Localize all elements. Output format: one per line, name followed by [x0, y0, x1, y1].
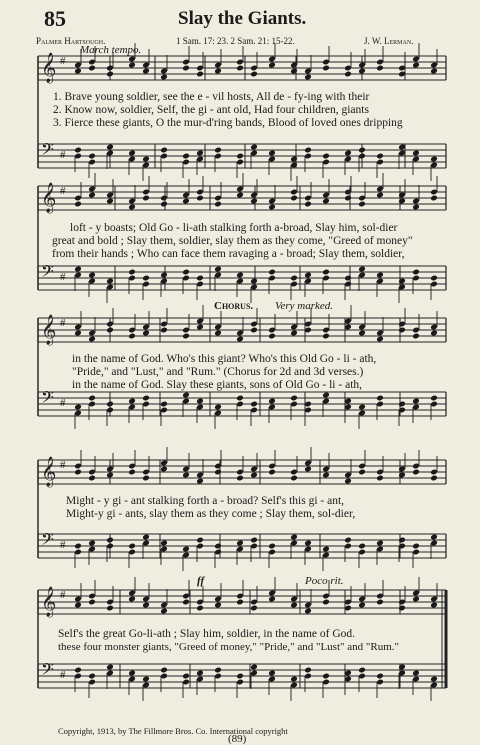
- note-head: [290, 602, 298, 609]
- note-head: [214, 667, 222, 674]
- note-head: [304, 667, 312, 674]
- note-head: [322, 333, 330, 340]
- note-head: [128, 204, 136, 211]
- bass-clef-icon: 𝄢: [41, 529, 54, 553]
- note-head: [290, 475, 298, 482]
- copyright-notice: Copyright, 1913, by The Fillmore Bros. Co. International copyright: [58, 726, 288, 736]
- note-head: [304, 147, 312, 154]
- note-head: [344, 537, 352, 544]
- note-head: [128, 398, 136, 405]
- lyric-line: 3. Fierce these giants, O the mur-d'ring bands, Blood of loved ones dripping: [53, 117, 403, 129]
- note-head: [430, 602, 438, 609]
- note-head: [344, 71, 352, 78]
- lyric-line: "Pride," and "Lust," and "Rum." (Chorus for 2d and 3d verses.): [72, 366, 364, 378]
- sharp-icon: #: [60, 397, 66, 409]
- note-head: [128, 670, 136, 677]
- note-head: [182, 546, 190, 553]
- note-head: [88, 153, 96, 160]
- note-head: [250, 537, 258, 544]
- lyric-line: loft - y boasts; Old Go - li-ath stalking forth a-broad, Slay him, sol-dier: [70, 222, 398, 234]
- note-head: [398, 664, 406, 671]
- note-head: [182, 472, 190, 479]
- note-head: [430, 330, 438, 337]
- note-head: [398, 605, 406, 612]
- note-head: [196, 195, 204, 202]
- note-head: [304, 608, 312, 615]
- note-head: [430, 195, 438, 202]
- note-head: [304, 74, 312, 81]
- lyric-line: great and bold ; Slay them, soldier, slay them as they come, "Greed of money": [52, 235, 413, 247]
- treble-clef-icon: 𝄞: [41, 183, 57, 213]
- note-head: [236, 540, 244, 547]
- note-head: [430, 534, 438, 541]
- bass-clef-icon: 𝄢: [41, 261, 54, 285]
- note-head: [250, 664, 258, 671]
- note-head: [398, 278, 406, 285]
- note-head: [358, 68, 366, 75]
- sharp-icon: #: [60, 149, 66, 161]
- note-head: [398, 327, 406, 334]
- note-head: [398, 401, 406, 408]
- note-head: [376, 192, 384, 199]
- note-head: [430, 676, 438, 683]
- note-head: [376, 395, 384, 402]
- hymn-title: Slay the Giants.: [178, 8, 307, 29]
- note-head: [358, 330, 366, 337]
- lyric-line: Self's the great Go-li-ath ; Slay him, soldier, in the name of God.: [58, 628, 356, 640]
- sharp-icon: #: [60, 271, 66, 283]
- note-head: [304, 540, 312, 547]
- lyric-line: Might - y gi - ant stalking forth a - broad? Self's this gi - ant,: [66, 495, 345, 507]
- note-head: [236, 599, 244, 606]
- note-head: [290, 195, 298, 202]
- sharp-icon: #: [60, 589, 66, 601]
- note-head: [268, 150, 276, 157]
- note-head: [142, 275, 150, 282]
- dynamic-marking: ff: [197, 575, 205, 587]
- note-head: [74, 543, 82, 550]
- note-head: [214, 543, 222, 550]
- note-head: [196, 605, 204, 612]
- note-head: [88, 395, 96, 402]
- note-head: [322, 153, 330, 160]
- note-head: [290, 275, 298, 282]
- note-head: [250, 472, 258, 479]
- note-head: [214, 404, 222, 411]
- sharp-icon: #: [60, 185, 66, 197]
- note-head: [128, 150, 136, 157]
- note-head: [268, 543, 276, 550]
- note-head: [412, 596, 420, 603]
- note-head: [412, 469, 420, 476]
- note-head: [250, 401, 258, 408]
- note-head: [358, 602, 366, 609]
- note-head: [214, 469, 222, 476]
- note-head: [106, 537, 114, 544]
- note-head: [106, 198, 114, 205]
- note-head: [322, 472, 330, 479]
- note-head: [236, 336, 244, 343]
- note-head: [214, 68, 222, 75]
- note-head: [250, 71, 258, 78]
- note-head: [74, 147, 82, 154]
- note-head: [290, 395, 298, 402]
- note-head: [142, 330, 150, 337]
- note-head: [304, 466, 312, 473]
- sharp-icon: #: [60, 539, 66, 551]
- composer-credit: J. W. Lerman.: [364, 36, 414, 46]
- note-head: [358, 469, 366, 476]
- note-head: [250, 198, 258, 205]
- note-head: [196, 670, 204, 677]
- note-head: [160, 540, 168, 547]
- note-head: [88, 336, 96, 343]
- note-head: [142, 475, 150, 482]
- note-head: [236, 65, 244, 72]
- note-head: [88, 272, 96, 279]
- note-head: [290, 676, 298, 683]
- note-head: [74, 667, 82, 674]
- lyricist-credit: Palmer Hartsough.: [36, 36, 106, 46]
- note-head: [214, 147, 222, 154]
- note-head: [160, 272, 168, 279]
- note-head: [160, 466, 168, 473]
- note-head: [106, 71, 114, 78]
- note-head: [268, 670, 276, 677]
- note-head: [268, 269, 276, 276]
- note-head: [412, 398, 420, 405]
- dynamic-marking: Poco rit.: [305, 575, 344, 587]
- note-head: [160, 667, 168, 674]
- sharp-icon: #: [60, 669, 66, 681]
- note-head: [250, 327, 258, 334]
- note-head: [430, 395, 438, 402]
- note-head: [214, 330, 222, 337]
- note-head: [74, 68, 82, 75]
- note-head: [398, 537, 406, 544]
- note-head: [236, 395, 244, 402]
- note-head: [358, 404, 366, 411]
- bass-clef-icon: 𝄢: [41, 387, 54, 411]
- lyric-line: these four monster giants, "Greed of money," "Pride," and "Lust" and "Rum.": [58, 641, 400, 653]
- note-head: [250, 278, 258, 285]
- lyric-line: 2. Know now, soldier, Self, the gi - ant old, Had four children, giants: [53, 104, 369, 116]
- note-head: [214, 602, 222, 609]
- lyric-line: from their hands ; Who can face them ravaging a - broad; Slay them, soldier,: [52, 248, 405, 260]
- note-head: [376, 475, 384, 482]
- note-head: [74, 602, 82, 609]
- note-head: [290, 534, 298, 541]
- note-head: [398, 198, 406, 205]
- note-head: [160, 401, 168, 408]
- note-head: [304, 201, 312, 208]
- note-head: [376, 336, 384, 343]
- note-head: [182, 392, 190, 399]
- note-head: [304, 272, 312, 279]
- treble-clef-icon: 𝄞: [41, 457, 57, 487]
- note-head: [412, 204, 420, 211]
- note-head: [160, 74, 168, 81]
- note-head: [88, 65, 96, 72]
- note-head: [196, 71, 204, 78]
- chorus-label: Chorus.: [214, 300, 254, 312]
- note-head: [160, 201, 168, 208]
- note-head: [430, 275, 438, 282]
- note-head: [106, 401, 114, 408]
- sharp-icon: #: [60, 55, 66, 67]
- note-head: [398, 472, 406, 479]
- note-head: [142, 534, 150, 541]
- note-head: [290, 68, 298, 75]
- note-head: [250, 144, 258, 151]
- note-head: [182, 333, 190, 340]
- note-head: [358, 543, 366, 550]
- treble-clef-icon: 𝄞: [41, 315, 57, 345]
- note-head: [128, 469, 136, 476]
- note-head: [412, 269, 420, 276]
- note-head: [106, 327, 114, 334]
- note-head: [376, 599, 384, 606]
- note-head: [128, 62, 136, 69]
- note-head: [268, 596, 276, 603]
- note-head: [196, 324, 204, 331]
- note-head: [106, 278, 114, 285]
- note-head: [74, 469, 82, 476]
- note-head: [128, 269, 136, 276]
- chorus-direction: Very marked.: [275, 300, 334, 312]
- lyric-line: Might-y gi - ants, slay them as they come ; Slay them, sol-dier,: [66, 508, 356, 520]
- treble-clef-icon: 𝄞: [41, 587, 57, 617]
- note-head: [322, 392, 330, 399]
- note-head: [128, 596, 136, 603]
- note-head: [196, 275, 204, 282]
- note-head: [106, 664, 114, 671]
- note-head: [430, 156, 438, 163]
- note-head: [160, 147, 168, 154]
- note-head: [196, 478, 204, 485]
- note-head: [236, 673, 244, 680]
- note-head: [344, 478, 352, 485]
- note-head: [88, 673, 96, 680]
- note-head: [358, 201, 366, 208]
- note-head: [268, 333, 276, 340]
- note-head: [106, 144, 114, 151]
- note-head: [182, 673, 190, 680]
- note-head: [128, 333, 136, 340]
- note-head: [358, 667, 366, 674]
- note-head: [88, 599, 96, 606]
- note-head: [376, 272, 384, 279]
- note-head: [412, 333, 420, 340]
- note-head: [196, 537, 204, 544]
- note-head: [412, 543, 420, 550]
- note-head: [88, 192, 96, 199]
- note-head: [376, 153, 384, 160]
- note-head: [88, 540, 96, 547]
- note-head: [74, 201, 82, 208]
- note-head: [142, 156, 150, 163]
- sharp-icon: #: [60, 459, 66, 471]
- note-head: [128, 543, 136, 550]
- note-head: [268, 398, 276, 405]
- note-head: [322, 546, 330, 553]
- note-head: [268, 469, 276, 476]
- note-head: [182, 599, 190, 606]
- note-head: [88, 475, 96, 482]
- lyric-line: in the name of God. Slay these giants, sons of Old Go - li - ath,: [72, 379, 363, 391]
- note-head: [290, 330, 298, 337]
- note-head: [142, 395, 150, 402]
- note-head: [182, 65, 190, 72]
- bass-clef-icon: 𝄢: [41, 659, 54, 683]
- note-head: [376, 65, 384, 72]
- note-head: [214, 201, 222, 208]
- note-head: [142, 676, 150, 683]
- note-head: [430, 475, 438, 482]
- note-head: [322, 673, 330, 680]
- note-head: [322, 65, 330, 72]
- note-head: [376, 540, 384, 547]
- tempo-marking: March tempo.: [80, 44, 142, 56]
- note-head: [142, 195, 150, 202]
- note-head: [236, 153, 244, 160]
- note-head: [182, 198, 190, 205]
- note-head: [142, 602, 150, 609]
- lyric-line: in the name of God. Who's this giant? Who's this Old Go - li - ath,: [72, 353, 377, 365]
- note-head: [142, 68, 150, 75]
- note-head: [106, 472, 114, 479]
- note-head: [196, 150, 204, 157]
- note-head: [344, 150, 352, 157]
- note-head: [236, 192, 244, 199]
- note-head: [160, 327, 168, 334]
- note-head: [250, 605, 258, 612]
- scripture-reference: 1 Sam. 17: 23. 2 Sam. 21: 15-22.: [176, 36, 295, 46]
- note-head: [344, 195, 352, 202]
- note-head: [182, 269, 190, 276]
- note-head: [74, 330, 82, 337]
- note-head: [268, 62, 276, 69]
- note-head: [322, 599, 330, 606]
- page-number: (89): [228, 733, 247, 745]
- note-head: [430, 68, 438, 75]
- note-head: [412, 670, 420, 677]
- note-head: [322, 198, 330, 205]
- note-head: [236, 272, 244, 279]
- note-head: [214, 266, 222, 273]
- note-head: [106, 605, 114, 612]
- bass-clef-icon: 𝄢: [41, 139, 54, 163]
- lyric-line: 1. Brave young soldier, see the e - vil hosts, All de - fy-ing with their: [53, 91, 370, 103]
- note-head: [74, 266, 82, 273]
- treble-clef-icon: 𝄞: [41, 53, 57, 83]
- note-head: [74, 404, 82, 411]
- sharp-icon: #: [60, 317, 66, 329]
- note-head: [376, 673, 384, 680]
- hymn-number: 85: [44, 6, 66, 31]
- note-head: [268, 204, 276, 211]
- note-head: [412, 62, 420, 69]
- note-head: [160, 608, 168, 615]
- note-head: [412, 150, 420, 157]
- note-head: [236, 475, 244, 482]
- note-head: [196, 398, 204, 405]
- note-head: [358, 266, 366, 273]
- note-head: [290, 156, 298, 163]
- note-head: [182, 153, 190, 160]
- note-head: [358, 147, 366, 154]
- note-head: [344, 275, 352, 282]
- note-head: [322, 269, 330, 276]
